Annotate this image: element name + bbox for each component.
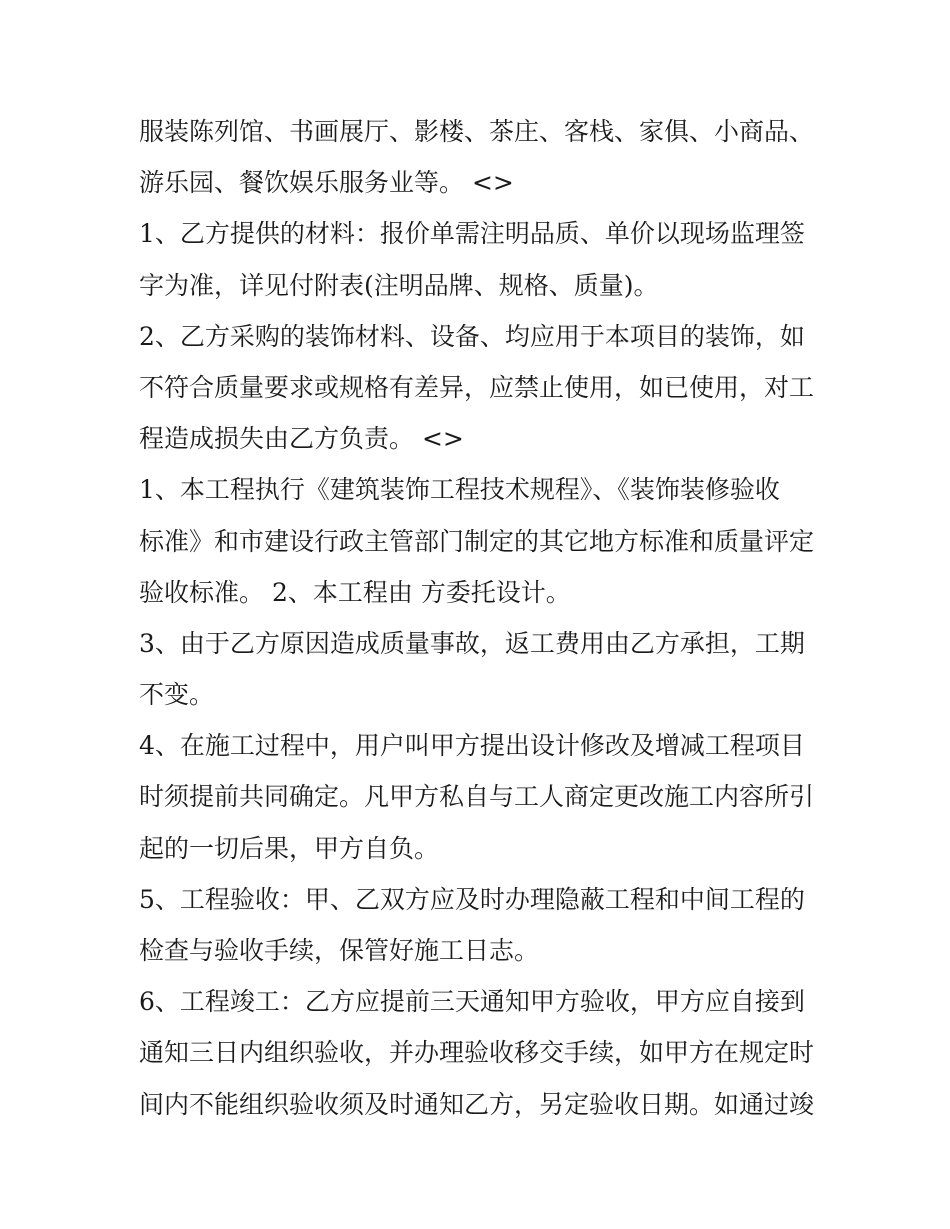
text-line: 程造成损失由乙方负责。 <> xyxy=(139,424,464,454)
text-line: 游乐园、餐饮娱乐服务业等。 <> xyxy=(139,168,514,198)
text-line: 验收标准。 2、本工程由 方委托设计。 xyxy=(139,577,571,607)
text-line: 1、乙方提供的材料：报价单需注明品质、单价以现场监理签 xyxy=(139,219,805,249)
text-line: 时须提前共同确定。凡甲方私自与工人商定更改施工内容所引 xyxy=(139,782,815,812)
text-line: 不符合质量要求或规格有差异，应禁止使用，如已使用，对工 xyxy=(139,372,815,402)
text-line: 起的一切后果，甲方自负。 xyxy=(139,833,440,863)
text-line: 3、由于乙方原因造成质量事故，返工费用由乙方承担，工期 xyxy=(139,628,805,658)
text-line: 1、本工程执行《建筑装饰工程技术规程》、《装饰装修验收 xyxy=(139,475,780,505)
text-line: 检查与验收手续，保管好施工日志。 xyxy=(139,936,540,965)
text-line: 不变。 xyxy=(139,680,215,710)
text-line: 6、工程竣工：乙方应提前三天通知甲方验收，甲方应自接到 xyxy=(139,987,805,1017)
text-line: 服装陈列馆、书画展厅、影楼、茶庄、客栈、家俱、小商品、 xyxy=(139,117,815,146)
text-line: 标准》和市建设行政主管部门制定的其它地方标准和质量评定 xyxy=(139,526,815,556)
text-line: 间内不能组织验收须及时通知乙方，另定验收日期。如通过竣 xyxy=(139,1089,815,1119)
text-line: 字为准，详见付附表(注明品牌、规格、质量)。 xyxy=(139,270,659,300)
text-line: 2、乙方采购的装饰材料、设备、均应用于本项目的装饰，如 xyxy=(139,321,805,351)
text-line: 通知三日内组织验收，并办理验收移交手续，如甲方在规定时 xyxy=(139,1038,815,1068)
text-line: 4、在施工过程中，用户叫甲方提出设计修改及增减工程项目 xyxy=(139,731,805,761)
text-line: 5、工程验收：甲、乙双方应及时办理隐蔽工程和中间工程的 xyxy=(139,884,805,914)
document-body xyxy=(139,106,819,1130)
